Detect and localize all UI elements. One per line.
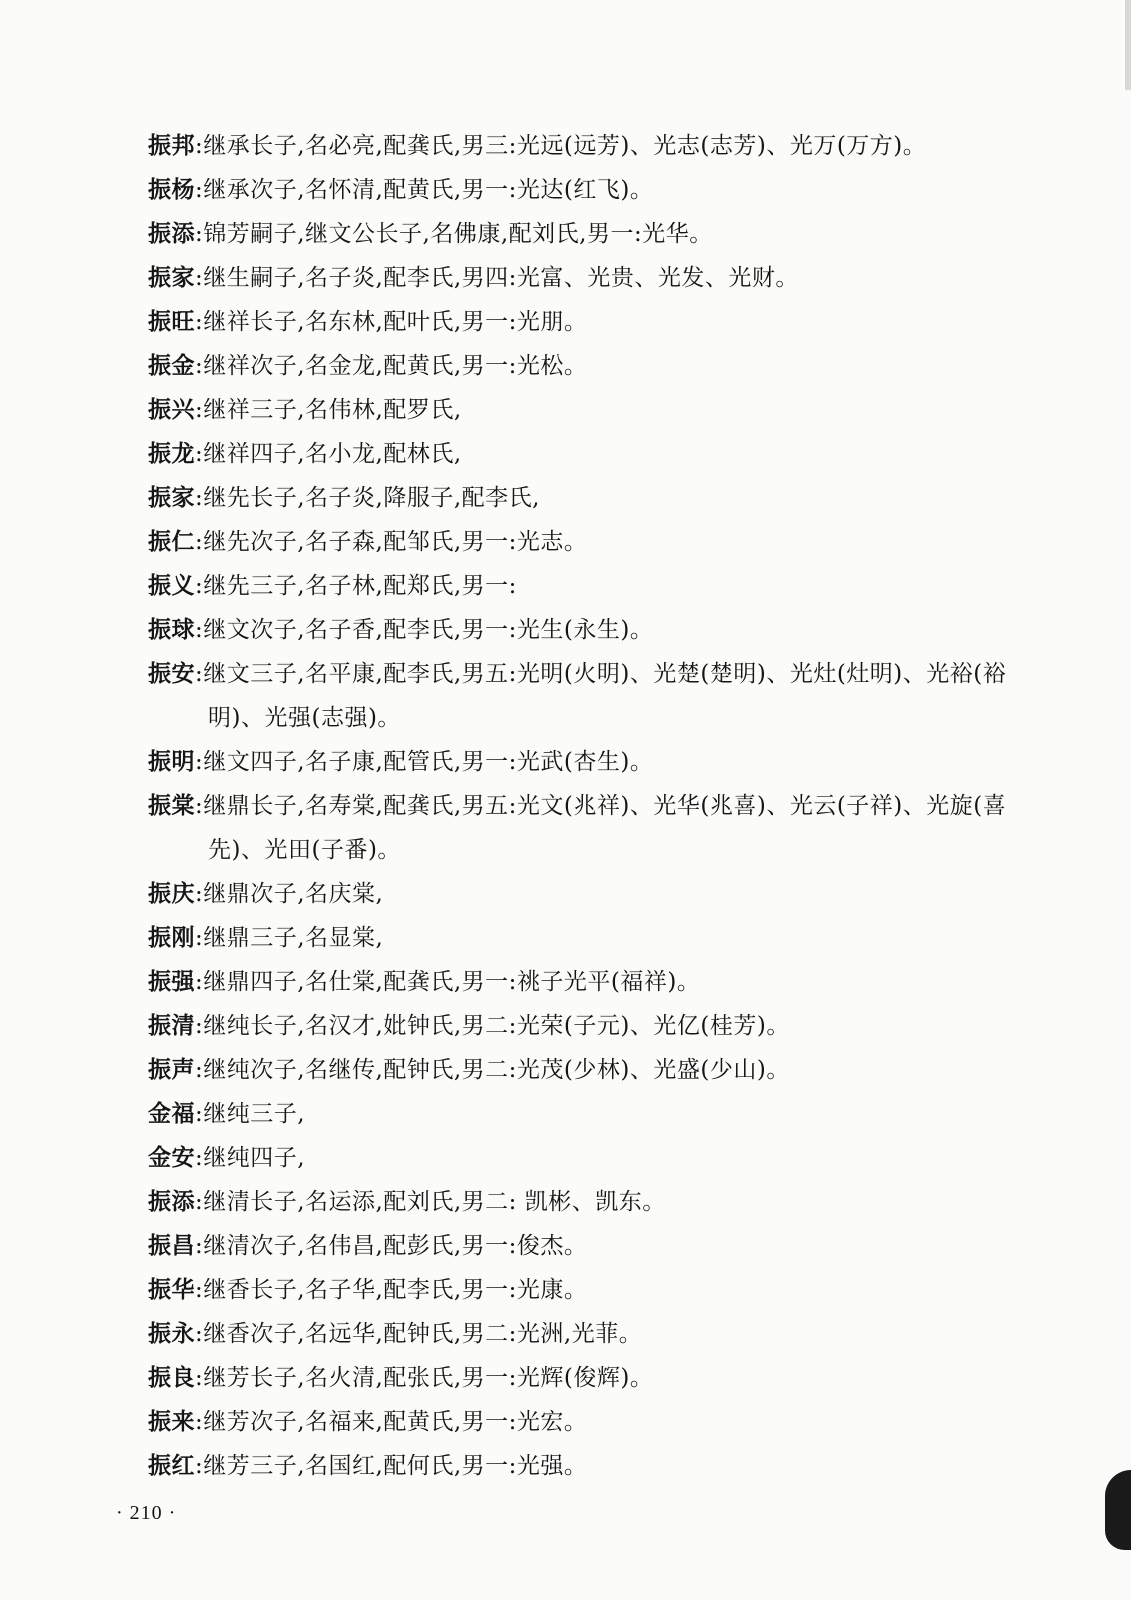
genealogy-entry — [148, 564, 1048, 608]
genealogy-entry — [148, 1136, 1048, 1180]
genealogy-entry — [148, 1356, 1048, 1400]
entry-text: :继承次子,名怀清,配黄氏,男一:光达(红飞)。 — [195, 177, 654, 203]
entry-name: 振兴 — [148, 397, 195, 423]
genealogy-entry — [148, 608, 1048, 652]
entry-name: 振强 — [148, 969, 195, 995]
entry-text: :继清次子,名伟昌,配彭氏,男一:俊杰。 — [195, 1233, 588, 1259]
entry-name: 振杨 — [148, 177, 195, 203]
entry-text: :继香长子,名子华,配李氏,男一:光康。 — [195, 1277, 588, 1303]
entry-name: 振仁 — [148, 529, 195, 555]
entry-text: :继文次子,名子香,配李氏,男一:光生(永生)。 — [195, 617, 654, 643]
entry-text: :继鼎次子,名庆棠, — [195, 881, 384, 907]
entry-text: :继先长子,名子炎,降服子,配李氏, — [195, 485, 540, 511]
entry-name: 振义 — [148, 573, 195, 599]
entry-text: :继纯长子,名汉才,妣钟氏,男二:光荣(子元)、光亿(桂芳)。 — [195, 1013, 790, 1039]
entry-text: :锦芳嗣子,继文公长子,名佛康,配刘氏,男一:光华。 — [195, 221, 713, 247]
entry-name: 振家 — [148, 265, 195, 291]
genealogy-entry — [148, 916, 1048, 960]
entry-text: :继纯次子,名继传,配钟氏,男二:光茂(少林)、光盛(少山)。 — [195, 1057, 790, 1083]
entry-name: 振添 — [148, 1189, 195, 1215]
entry-text: :继清长子,名运添,配刘氏,男二: 凯彬、凯东。 — [195, 1189, 666, 1215]
genealogy-entry — [148, 1444, 1048, 1488]
genealogy-entry — [148, 520, 1048, 564]
entry-name: 振华 — [148, 1277, 195, 1303]
entry-text: :继鼎长子,名寿棠,配龚氏,男五:光文(兆祥)、光华(兆喜)、光云(子祥)、光旋(喜先)、光田(子番)。 — [195, 793, 1007, 863]
entry-text: :继生嗣子,名子炎,配李氏,男四:光富、光贵、光发、光财。 — [195, 265, 799, 291]
genealogy-entry — [148, 1268, 1048, 1312]
entry-name: 振良 — [148, 1365, 195, 1391]
genealogy-entry — [148, 256, 1048, 300]
entry-name: 振永 — [148, 1321, 195, 1347]
entry-text: :继先三子,名子林,配郑氏,男一: — [195, 573, 517, 599]
genealogy-entry — [148, 1400, 1048, 1444]
genealogy-entry — [148, 740, 1048, 784]
entry-name: 振旺 — [148, 309, 195, 335]
entry-name: 振家 — [148, 485, 195, 511]
scan-edge-shadow — [1125, 0, 1131, 90]
entry-name: 振龙 — [148, 441, 195, 467]
entry-text: :继文三子,名平康,配李氏,男五:光明(火明)、光楚(楚明)、光灶(灶明)、光裕(裕明)、光强(志强)。 — [195, 661, 1007, 731]
entry-name: 振刚 — [148, 925, 195, 951]
scan-edge-mark — [1105, 1470, 1131, 1550]
genealogy-entry — [148, 388, 1048, 432]
entry-name: 振声 — [148, 1057, 195, 1083]
entry-text: :继纯四子, — [195, 1145, 306, 1171]
entry-text: :继祥长子,名东林,配叶氏,男一:光朋。 — [195, 309, 588, 335]
entry-text: :继芳长子,名火清,配张氏,男一:光辉(俊辉)。 — [195, 1365, 654, 1391]
genealogy-entry — [148, 960, 1048, 1004]
entry-name: 金安 — [148, 1145, 195, 1171]
entry-text: :继芳三子,名国红,配何氏,男一:光强。 — [195, 1453, 588, 1479]
entry-text: :继祥三子,名伟林,配罗氏, — [195, 397, 462, 423]
genealogy-entry — [148, 476, 1048, 520]
entry-text: :继芳次子,名福来,配黄氏,男一:光宏。 — [195, 1409, 588, 1435]
entry-text: :继鼎三子,名显棠, — [195, 925, 384, 951]
genealogy-entry — [148, 432, 1048, 476]
entry-name: 金福 — [148, 1101, 195, 1127]
genealogy-entry — [148, 784, 1048, 872]
genealogy-entry — [148, 1312, 1048, 1356]
entry-text: :继承长子,名必亮,配龚氏,男三:光远(远芳)、光志(志芳)、光万(万方)。 — [195, 133, 927, 159]
genealogy-entry — [148, 1092, 1048, 1136]
entry-name: 振棠 — [148, 793, 195, 819]
genealogy-entry — [148, 1224, 1048, 1268]
genealogy-entry — [148, 124, 1048, 168]
genealogy-entry-list — [148, 124, 1048, 1488]
entry-name: 振昌 — [148, 1233, 195, 1259]
page-number: · 210 · — [116, 1502, 177, 1524]
genealogy-entry — [148, 1048, 1048, 1092]
genealogy-entry — [148, 344, 1048, 388]
entry-name: 振红 — [148, 1453, 195, 1479]
entry-text: :继祥四子,名小龙,配林氏, — [195, 441, 462, 467]
entry-text: :继鼎四子,名仕棠,配龚氏,男一:祧子光平(福祥)。 — [195, 969, 701, 995]
entry-name: 振金 — [148, 353, 195, 379]
entry-text: :继纯三子, — [195, 1101, 306, 1127]
entry-name: 振球 — [148, 617, 195, 643]
entry-name: 振明 — [148, 749, 195, 775]
genealogy-entry — [148, 652, 1048, 740]
entry-text: :继先次子,名子森,配邹氏,男一:光志。 — [195, 529, 588, 555]
entry-name: 振添 — [148, 221, 195, 247]
entry-name: 振庆 — [148, 881, 195, 907]
genealogy-entry — [148, 212, 1048, 256]
entry-name: 振邦 — [148, 133, 195, 159]
genealogy-entry — [148, 1004, 1048, 1048]
genealogy-entry — [148, 168, 1048, 212]
entry-name: 振来 — [148, 1409, 195, 1435]
genealogy-entry — [148, 300, 1048, 344]
entry-name: 振安 — [148, 661, 195, 687]
entry-text: :继文四子,名子康,配管氏,男一:光武(杏生)。 — [195, 749, 654, 775]
entry-text: :继香次子,名远华,配钟氏,男二:光洲,光菲。 — [195, 1321, 643, 1347]
entry-name: 振清 — [148, 1013, 195, 1039]
genealogy-entry — [148, 1180, 1048, 1224]
entry-text: :继祥次子,名金龙,配黄氏,男一:光松。 — [195, 353, 588, 379]
genealogy-entry — [148, 872, 1048, 916]
